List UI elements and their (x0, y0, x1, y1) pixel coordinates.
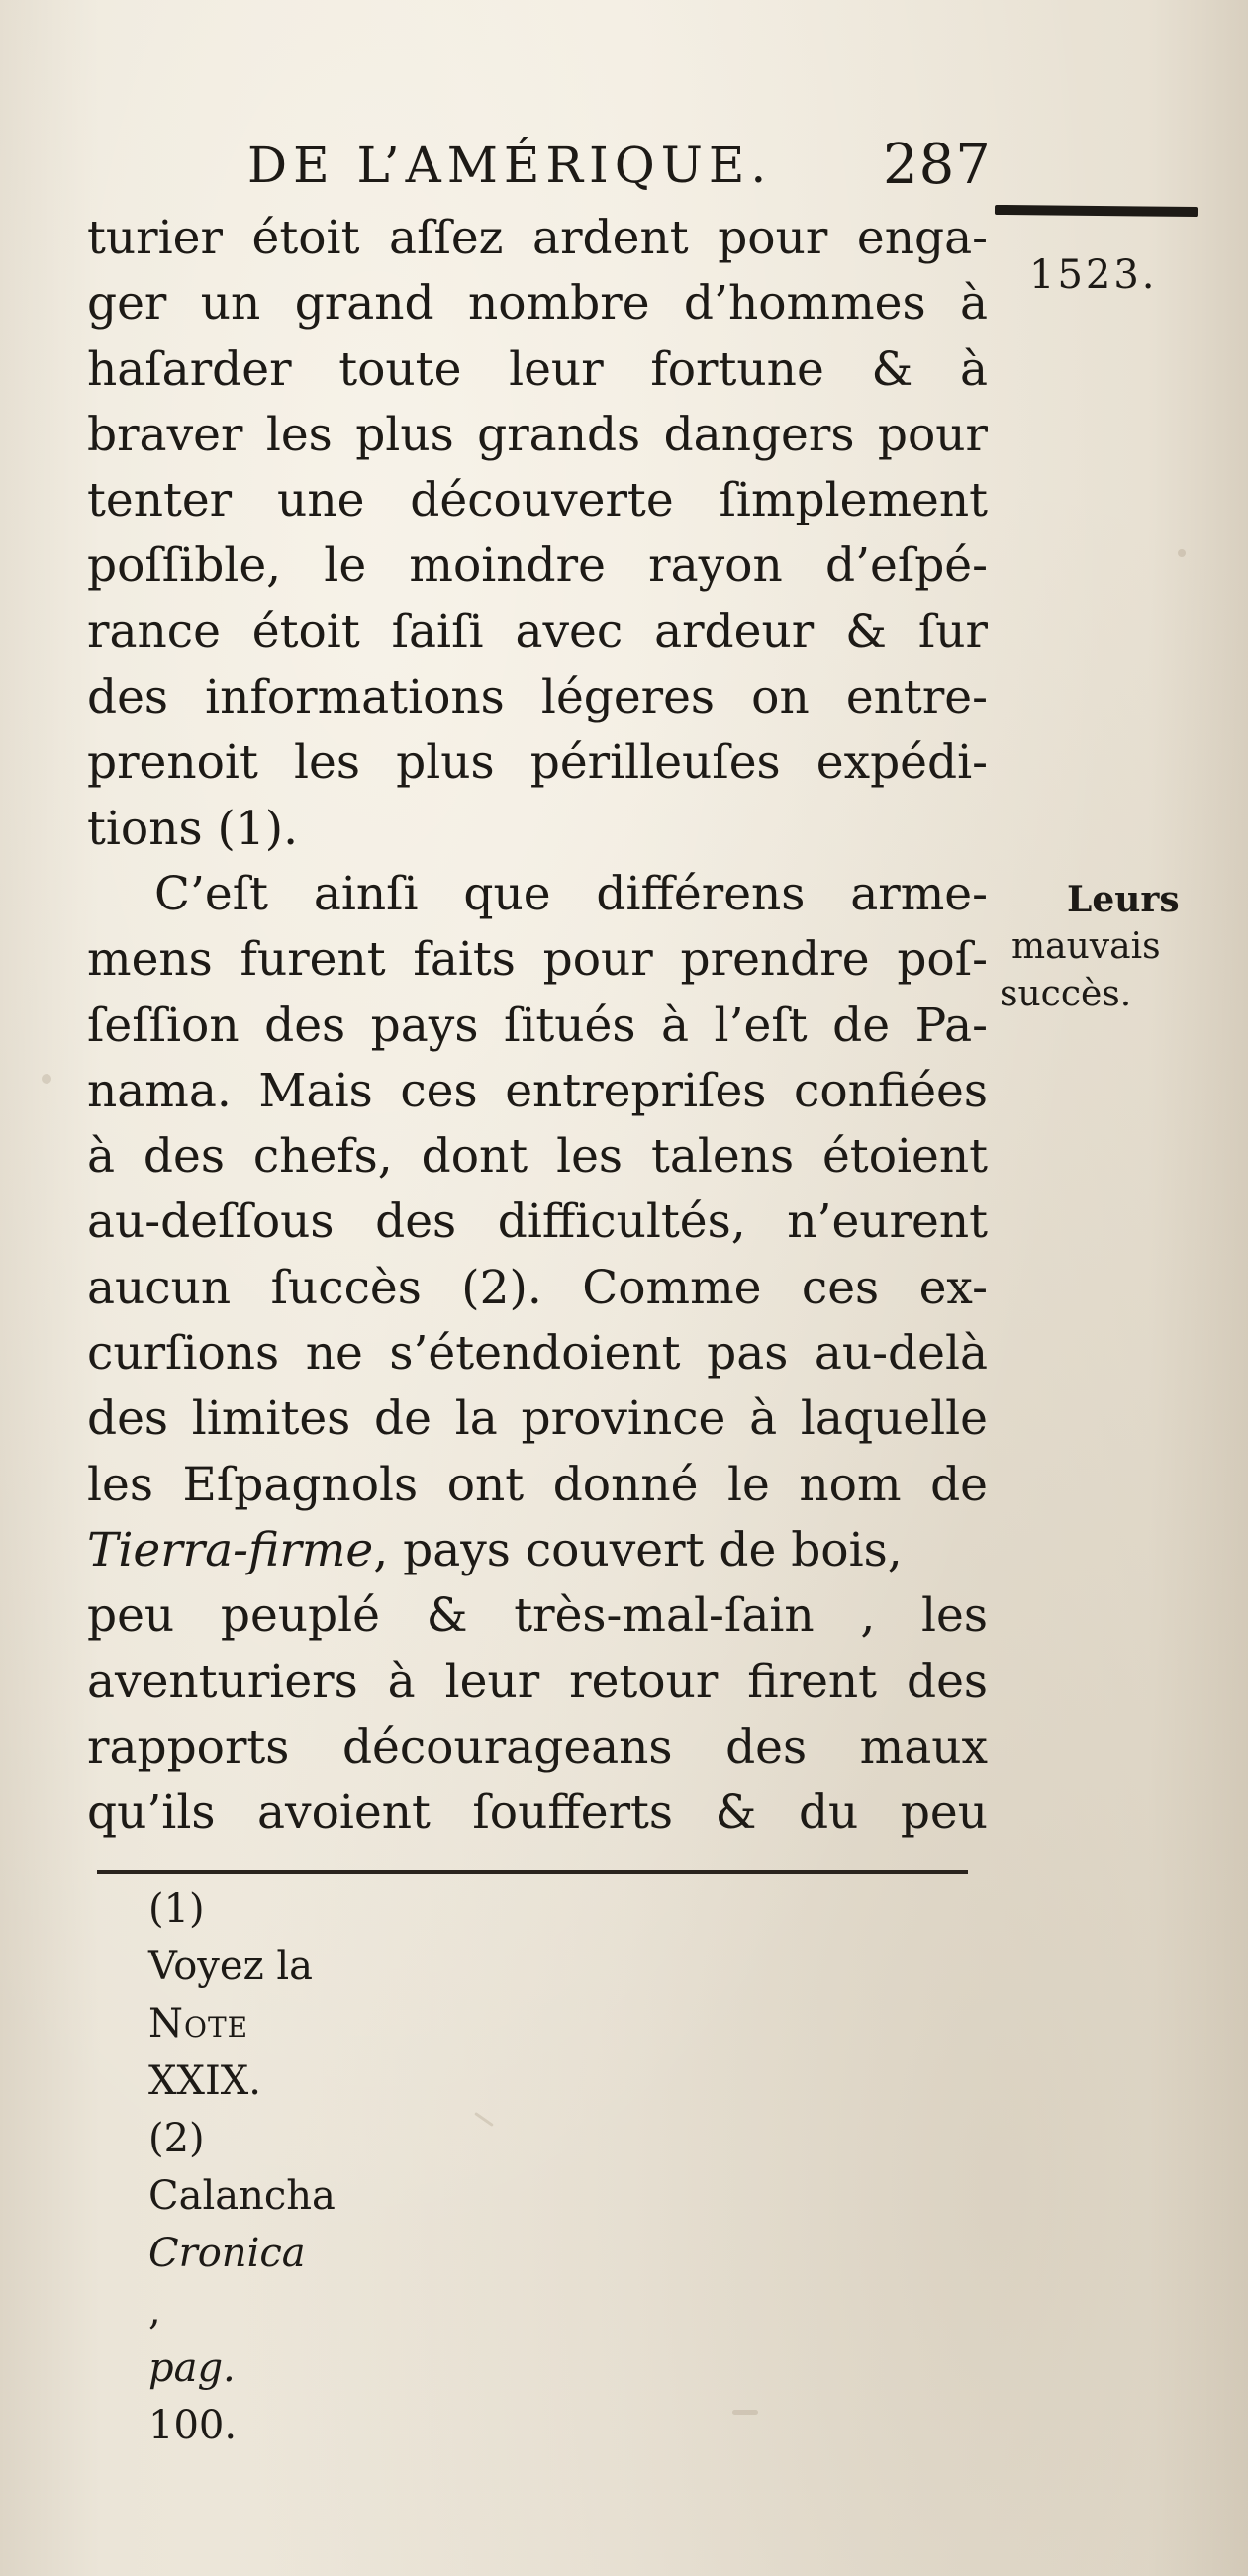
footnote-note-word: Note (148, 2001, 249, 2047)
body-text (87, 206, 988, 1846)
text-line: prenoit les plus périlleuſes expédi- (87, 735, 988, 791)
paper-spot (732, 2410, 758, 2415)
text-line: qu’ils avoient ſoufferts & du peu (87, 1785, 988, 1841)
running-title: DE L’AMÉRIQUE. (247, 137, 773, 194)
footnote-text: Voyez la (148, 1944, 313, 1989)
footnotes (148, 1880, 1000, 2454)
paper-spot (1178, 549, 1186, 557)
margin-note-line: succès. (1000, 974, 1132, 1014)
text-line: ſeſſion des pays ſitués à l’eſt de Pa- (87, 998, 988, 1053)
text-line: nama. Mais ces entrepriſes confiées (87, 1063, 988, 1118)
footnote-author: Calancha (148, 2173, 336, 2219)
text-line: turier étoit aſſez ardent pour enga- (87, 211, 988, 265)
footnote-mark: (2) (148, 2116, 205, 2161)
text-line: au-deſſous des difficultés, n’eurent (87, 1194, 988, 1250)
footnote-page: 100. (148, 2403, 238, 2448)
footnote-rule (97, 1870, 968, 1874)
paragraph-start: C’eſt ainſi que différens arme- (154, 866, 988, 921)
text-line: haſarder toute leur fortune & à (87, 341, 988, 397)
text-line: curſions ne s’étendoient pas au-delà (87, 1326, 988, 1382)
text-line: les Eſpagnols ont donné le nom de (87, 1457, 988, 1512)
paper-spot (42, 1074, 51, 1084)
header-rule (995, 205, 1198, 217)
text-line: mens furent faits pour prendre poſ- (87, 932, 988, 988)
footnote-work: Cronica (148, 2231, 306, 2276)
margin-year: 1523. (1029, 252, 1158, 298)
text-line: rance étoit ſaiſi avec ardeur & ſur (87, 604, 988, 659)
text-line: braver les plus grands dangers pour (87, 407, 988, 462)
footnote-1 (148, 1880, 1000, 2110)
text-line: rapports décourageans des maux (87, 1719, 988, 1774)
text-line: des informations légeres on entre- (87, 670, 988, 725)
text-line: tions (1). (87, 801, 299, 856)
footnote-sep: , (148, 2288, 161, 2334)
footnote-roman: XXIX. (148, 2058, 261, 2104)
text-line: aventuriers à leur retour firent des (87, 1654, 988, 1709)
page-number: 287 (883, 133, 992, 197)
margin-note (1000, 876, 1227, 1018)
text-line: des limites de la province à laquelle (87, 1391, 988, 1447)
text-line: à des chefs, dont les talens étoient (87, 1129, 988, 1185)
footnote-mark: (1) (148, 1886, 205, 1932)
text-line: poſſible, le moindre rayon d’eſpé- (87, 538, 988, 594)
footnote-pag: pag. (148, 2345, 236, 2391)
text-line: tenter une découverte ſimplement (87, 473, 988, 528)
text-line: peu peuplé & très-mal-ſain , les (87, 1588, 988, 1644)
footnote-2 (148, 2110, 1000, 2454)
text-line-with-italic (87, 1518, 988, 1583)
running-head (247, 133, 992, 197)
text-line-rest: , pays couvert de bois, (373, 1522, 903, 1577)
text-line: aucun ſuccès (2). Comme ces ex- (87, 1260, 988, 1315)
margin-note-line: mauvais (1011, 926, 1161, 967)
text-line: ger un grand nombre d’hommes à (87, 276, 988, 332)
margin-note-line: Leurs (1067, 879, 1180, 920)
italic-term: Tierra-firme (87, 1522, 374, 1577)
